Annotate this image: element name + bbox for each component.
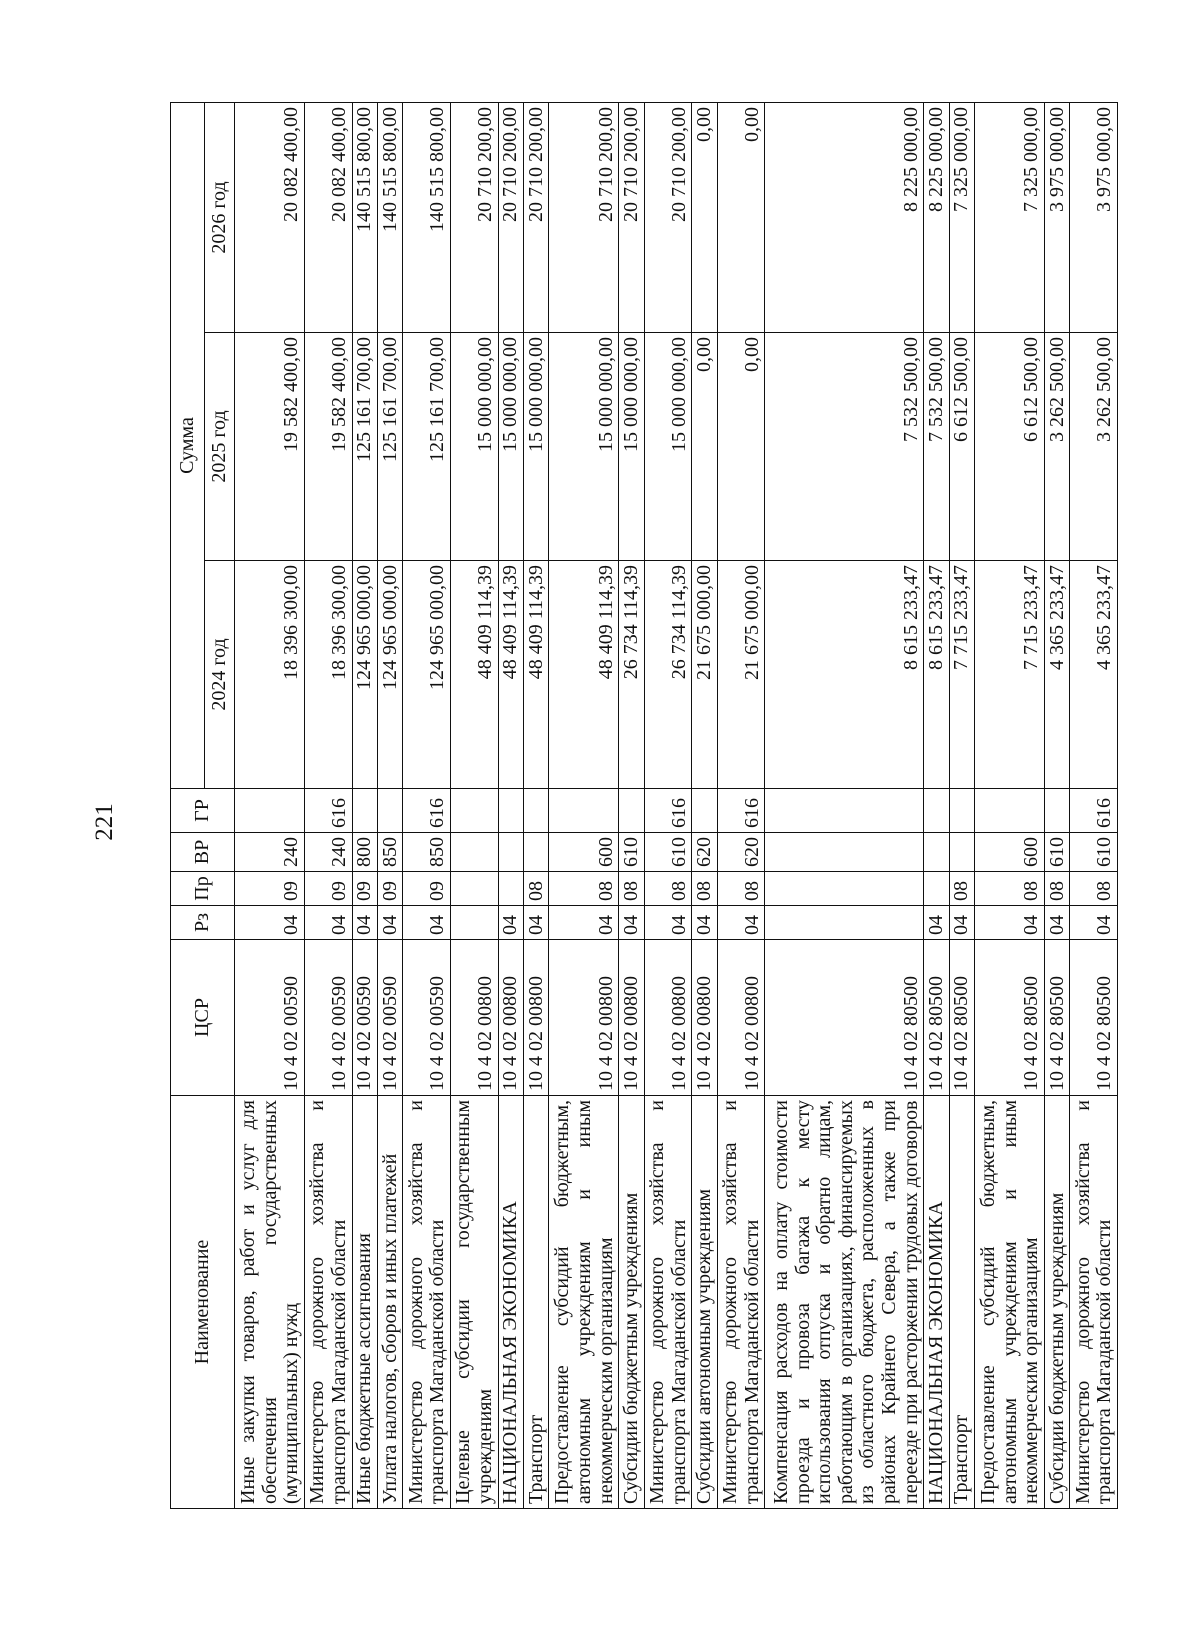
row-csr-cell: 10 4 02 00590: [304, 940, 352, 1096]
row-sum-2025-cell: 125 161 700,00: [403, 333, 451, 561]
header-rz: Рз: [171, 906, 235, 940]
row-pr-cell: 08: [692, 872, 717, 906]
row-name-cell: Субсидии бюджетным учреждениям: [1044, 1096, 1069, 1509]
row-vr-cell: 600: [549, 833, 619, 872]
header-year-2025: 2025 год: [205, 333, 235, 561]
row-gr-cell: 616: [403, 789, 451, 833]
row-name-cell: Предоставление субсидий бюджетным, автономным учреждениям и иным некоммерческим организациям: [549, 1096, 619, 1509]
row-vr-cell: 610: [619, 833, 644, 872]
row-name-cell: Министерство дорожного хозяйства и транспорта Магаданской области: [717, 1096, 765, 1509]
row-csr-cell: 10 4 02 00800: [717, 940, 765, 1096]
row-csr-cell: 10 4 02 00800: [498, 940, 523, 1096]
row-rz-cell: [765, 906, 924, 940]
table-row: [235, 102, 305, 1508]
row-name-cell: Министерство дорожного хозяйства и транспорта Магаданской области: [644, 1096, 692, 1509]
row-pr-cell: [765, 872, 924, 906]
row-sum-2026-cell: 20 710 200,00: [523, 102, 548, 332]
row-name-cell: Уплата налогов, сборов и иных платежей: [377, 1096, 402, 1509]
row-pr-cell: [924, 872, 949, 906]
row-pr-cell: 08: [523, 872, 548, 906]
row-sum-2026-cell: 20 710 200,00: [549, 102, 619, 332]
row-name-cell: Министерство дорожного хозяйства и транспорта Магаданской области: [403, 1096, 451, 1509]
row-gr-cell: [498, 789, 523, 833]
row-sum-2025-cell: 15 000 000,00: [644, 333, 692, 561]
row-sum-2025-cell: 0,00: [692, 333, 717, 561]
header-name: Наименование: [171, 1096, 235, 1509]
row-vr-cell: [924, 833, 949, 872]
row-name-cell: НАЦИОНАЛЬНАЯ ЭКОНОМИКА: [924, 1096, 949, 1509]
table-row: [523, 102, 548, 1508]
row-sum-2026-cell: 0,00: [692, 102, 717, 332]
row-sum-2026-cell: 7 325 000,00: [974, 102, 1044, 332]
row-rz-cell: 04: [304, 906, 352, 940]
budget-table-container: [170, 103, 1118, 1509]
row-name-cell: Субсидии автономным учреждениям: [692, 1096, 717, 1509]
row-rz-cell: 04: [235, 906, 305, 940]
row-name-cell: Министерство дорожного хозяйства и транспорта Магаданской области: [304, 1096, 352, 1509]
row-name-cell: Транспорт: [949, 1096, 974, 1509]
row-sum-2024-cell: 18 396 300,00: [304, 561, 352, 789]
row-pr-cell: 09: [304, 872, 352, 906]
row-name-cell: Субсидии бюджетным учреждениям: [619, 1096, 644, 1509]
table-row: [619, 102, 644, 1508]
table-row: [498, 102, 523, 1508]
row-sum-2024-cell: 124 965 000,00: [352, 561, 377, 789]
row-pr-cell: 08: [949, 872, 974, 906]
row-sum-2025-cell: 7 532 500,00: [765, 333, 924, 561]
budget-table: [170, 102, 1118, 1509]
row-sum-2025-cell: 0,00: [717, 333, 765, 561]
row-rz-cell: 04: [692, 906, 717, 940]
row-csr-cell: 10 4 02 00590: [377, 940, 402, 1096]
row-pr-cell: 08: [717, 872, 765, 906]
row-rz-cell: 04: [403, 906, 451, 940]
row-pr-cell: 08: [974, 872, 1044, 906]
row-csr-cell: 10 4 02 00590: [235, 940, 305, 1096]
row-gr-cell: [974, 789, 1044, 833]
header-gr: ГР: [171, 789, 235, 833]
row-gr-cell: [765, 789, 924, 833]
row-pr-cell: [498, 872, 523, 906]
row-csr-cell: 10 4 02 80500: [1044, 940, 1069, 1096]
row-csr-cell: 10 4 02 00800: [619, 940, 644, 1096]
row-name-cell: Иные закупки товаров, работ и услуг для обеспечения государственных (муниципальных) нужд: [235, 1096, 305, 1509]
row-sum-2025-cell: 15 000 000,00: [549, 333, 619, 561]
row-vr-cell: [450, 833, 498, 872]
table-row: [304, 102, 352, 1508]
row-sum-2026-cell: 3 975 000,00: [1070, 102, 1118, 332]
row-sum-2024-cell: 7 715 233,47: [974, 561, 1044, 789]
header-year-2024: 2024 год: [205, 561, 235, 789]
row-rz-cell: 04: [619, 906, 644, 940]
row-name-cell: Целевые субсидии государственным учреждениям: [450, 1096, 498, 1509]
row-vr-cell: 610: [1044, 833, 1069, 872]
row-vr-cell: 600: [974, 833, 1044, 872]
row-vr-cell: 240: [235, 833, 305, 872]
row-sum-2026-cell: 20 710 200,00: [644, 102, 692, 332]
row-gr-cell: [377, 789, 402, 833]
row-csr-cell: 10 4 02 00800: [644, 940, 692, 1096]
table-row: [549, 102, 619, 1508]
row-sum-2024-cell: 4 365 233,47: [1070, 561, 1118, 789]
table-row: [717, 102, 765, 1508]
row-gr-cell: [619, 789, 644, 833]
header-vr: ВР: [171, 833, 235, 872]
row-rz-cell: 04: [377, 906, 402, 940]
table-row: [974, 102, 1044, 1508]
row-pr-cell: 09: [235, 872, 305, 906]
row-pr-cell: 08: [1044, 872, 1069, 906]
row-vr-cell: 800: [352, 833, 377, 872]
row-sum-2024-cell: 48 409 114,39: [450, 561, 498, 789]
rotated-landscape-table: [170, 103, 1118, 1509]
row-name-cell: НАЦИОНАЛЬНАЯ ЭКОНОМИКА: [498, 1096, 523, 1509]
row-sum-2024-cell: 21 675 000,00: [692, 561, 717, 789]
row-pr-cell: [450, 872, 498, 906]
page-number: 221: [91, 803, 118, 841]
row-csr-cell: 10 4 02 00800: [692, 940, 717, 1096]
row-sum-2026-cell: 20 082 400,00: [235, 102, 305, 332]
row-gr-cell: [523, 789, 548, 833]
row-sum-2025-cell: 15 000 000,00: [498, 333, 523, 561]
table-row: [450, 102, 498, 1508]
row-rz-cell: 04: [924, 906, 949, 940]
row-vr-cell: 850: [377, 833, 402, 872]
row-sum-2025-cell: 19 582 400,00: [235, 333, 305, 561]
row-gr-cell: [692, 789, 717, 833]
row-rz-cell: 04: [644, 906, 692, 940]
row-vr-cell: 850: [403, 833, 451, 872]
header-sum: Сумма: [171, 102, 205, 788]
header-pr: Пр: [171, 872, 235, 906]
row-rz-cell: [450, 906, 498, 940]
row-sum-2024-cell: 48 409 114,39: [523, 561, 548, 789]
row-sum-2026-cell: 3 975 000,00: [1044, 102, 1069, 332]
row-csr-cell: 10 4 02 00800: [450, 940, 498, 1096]
row-csr-cell: 10 4 02 00590: [403, 940, 451, 1096]
row-sum-2026-cell: 140 515 800,00: [352, 102, 377, 332]
row-pr-cell: 09: [377, 872, 402, 906]
row-gr-cell: 616: [717, 789, 765, 833]
row-sum-2024-cell: 124 965 000,00: [403, 561, 451, 789]
table-row: [1044, 102, 1069, 1508]
row-sum-2024-cell: 26 734 114,39: [644, 561, 692, 789]
row-sum-2026-cell: 20 710 200,00: [619, 102, 644, 332]
row-vr-cell: [765, 833, 924, 872]
row-gr-cell: [924, 789, 949, 833]
row-sum-2024-cell: 8 615 233,47: [765, 561, 924, 789]
row-sum-2025-cell: 15 000 000,00: [450, 333, 498, 561]
row-csr-cell: 10 4 02 00800: [523, 940, 548, 1096]
row-sum-2024-cell: 48 409 114,39: [498, 561, 523, 789]
row-gr-cell: [1044, 789, 1069, 833]
row-gr-cell: 616: [644, 789, 692, 833]
row-name-cell: Иные бюджетные ассигнования: [352, 1096, 377, 1509]
row-vr-cell: [949, 833, 974, 872]
row-rz-cell: 04: [523, 906, 548, 940]
row-sum-2025-cell: 125 161 700,00: [352, 333, 377, 561]
table-row: [692, 102, 717, 1508]
row-sum-2025-cell: 6 612 500,00: [949, 333, 974, 561]
table-row: [765, 102, 924, 1508]
row-sum-2025-cell: 7 532 500,00: [924, 333, 949, 561]
row-vr-cell: 620: [717, 833, 765, 872]
row-sum-2025-cell: 3 262 500,00: [1070, 333, 1118, 561]
row-sum-2024-cell: 7 715 233,47: [949, 561, 974, 789]
row-sum-2026-cell: 20 710 200,00: [498, 102, 523, 332]
row-sum-2025-cell: 6 612 500,00: [974, 333, 1044, 561]
row-sum-2026-cell: 20 082 400,00: [304, 102, 352, 332]
row-pr-cell: 08: [549, 872, 619, 906]
row-rz-cell: 04: [1044, 906, 1069, 940]
row-sum-2026-cell: 0,00: [717, 102, 765, 332]
row-name-cell: Предоставление субсидий бюджетным, автономным учреждениям и иным некоммерческим организациям: [974, 1096, 1044, 1509]
row-gr-cell: 616: [304, 789, 352, 833]
row-csr-cell: 10 4 02 80500: [765, 940, 924, 1096]
row-csr-cell: 10 4 02 00800: [549, 940, 619, 1096]
row-sum-2026-cell: 20 710 200,00: [450, 102, 498, 332]
row-pr-cell: 09: [403, 872, 451, 906]
row-csr-cell: 10 4 02 80500: [1070, 940, 1118, 1096]
table-row: [352, 102, 377, 1508]
row-sum-2024-cell: 18 396 300,00: [235, 561, 305, 789]
row-csr-cell: 10 4 02 80500: [924, 940, 949, 1096]
row-csr-cell: 10 4 02 80500: [949, 940, 974, 1096]
row-gr-cell: [949, 789, 974, 833]
row-rz-cell: 04: [549, 906, 619, 940]
row-vr-cell: 610: [644, 833, 692, 872]
row-sum-2024-cell: 8 615 233,47: [924, 561, 949, 789]
row-pr-cell: 09: [352, 872, 377, 906]
header-year-2026: 2026 год: [205, 102, 235, 332]
row-rz-cell: 04: [717, 906, 765, 940]
table-row: [403, 102, 451, 1508]
row-sum-2026-cell: 7 325 000,00: [949, 102, 974, 332]
row-sum-2024-cell: 26 734 114,39: [619, 561, 644, 789]
table-row: [377, 102, 402, 1508]
row-sum-2025-cell: 15 000 000,00: [523, 333, 548, 561]
row-sum-2026-cell: 140 515 800,00: [403, 102, 451, 332]
row-sum-2025-cell: 125 161 700,00: [377, 333, 402, 561]
table-row: [1070, 102, 1118, 1508]
table-row: [924, 102, 949, 1508]
row-name-cell: Компенсация расходов на оплату стоимости проезда и провоза багажа к месту использования отпуска и обратно лицам, работающим в организациях, финансируемых из областного бюджета, расположенных в районах Крайнего Севера, а также при переезде при расторжении трудовых договоров: [765, 1096, 924, 1509]
row-rz-cell: 04: [974, 906, 1044, 940]
row-csr-cell: 10 4 02 00590: [352, 940, 377, 1096]
row-rz-cell: 04: [949, 906, 974, 940]
row-vr-cell: 240: [304, 833, 352, 872]
row-vr-cell: 610: [1070, 833, 1118, 872]
budget-table-body: [235, 102, 1118, 1508]
header-csr: ЦСР: [171, 940, 235, 1096]
row-sum-2024-cell: 48 409 114,39: [549, 561, 619, 789]
row-sum-2025-cell: 19 582 400,00: [304, 333, 352, 561]
row-rz-cell: 04: [1070, 906, 1118, 940]
table-row: [949, 102, 974, 1508]
row-rz-cell: 04: [498, 906, 523, 940]
row-name-cell: Транспорт: [523, 1096, 548, 1509]
row-sum-2024-cell: 4 365 233,47: [1044, 561, 1069, 789]
table-row: [644, 102, 692, 1508]
row-sum-2026-cell: 8 225 000,00: [765, 102, 924, 332]
row-gr-cell: 616: [1070, 789, 1118, 833]
row-sum-2026-cell: 8 225 000,00: [924, 102, 949, 332]
row-gr-cell: [549, 789, 619, 833]
row-pr-cell: 08: [1070, 872, 1118, 906]
row-vr-cell: [498, 833, 523, 872]
row-sum-2025-cell: 15 000 000,00: [619, 333, 644, 561]
row-name-cell: Министерство дорожного хозяйства и транспорта Магаданской области: [1070, 1096, 1118, 1509]
row-sum-2024-cell: 124 965 000,00: [377, 561, 402, 789]
row-gr-cell: [352, 789, 377, 833]
row-sum-2026-cell: 140 515 800,00: [377, 102, 402, 332]
row-rz-cell: 04: [352, 906, 377, 940]
row-pr-cell: 08: [619, 872, 644, 906]
row-vr-cell: [523, 833, 548, 872]
row-gr-cell: [235, 789, 305, 833]
row-pr-cell: 08: [644, 872, 692, 906]
row-sum-2025-cell: 3 262 500,00: [1044, 333, 1069, 561]
row-gr-cell: [450, 789, 498, 833]
row-csr-cell: 10 4 02 80500: [974, 940, 1044, 1096]
row-sum-2024-cell: 21 675 000,00: [717, 561, 765, 789]
row-vr-cell: 620: [692, 833, 717, 872]
